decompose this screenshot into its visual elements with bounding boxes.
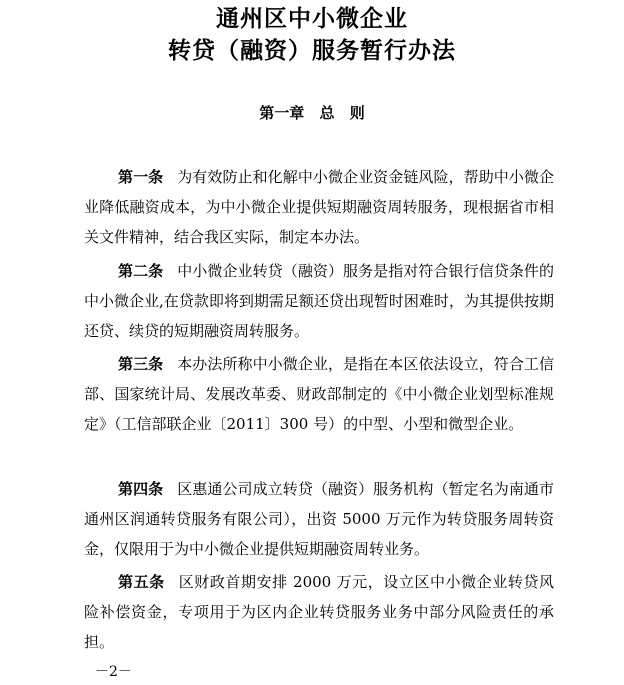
article-3 [84, 349, 554, 439]
article-4-label: 第四条 [118, 480, 164, 498]
page-number: －2－ [95, 664, 132, 680]
article-5-text: 区财政首期安排 2000 万元，设立区中小微企业转贷风险补偿资金，专项用于为区内企业转贷服务业务中部分风险责任的承担。 [84, 573, 554, 651]
document-title-line2: 转贷（融资）服务暂行办法 [168, 38, 456, 64]
article-4 [84, 474, 554, 564]
article-1 [84, 162, 554, 252]
article-5-label: 第五条 [118, 573, 165, 591]
chapter-heading: 第一章 总 则 [259, 104, 365, 122]
article-3-text: 本办法所称中小微企业，是指在本区依法设立，符合工信部、国家统计局、发展改革委、财政部制定的《中小微企业划型标准规定》（工信部联企业〔2011〕300 号）的中型、小型和微型企业。 [84, 355, 554, 433]
article-2 [84, 256, 554, 346]
article-3-label: 第三条 [118, 355, 164, 373]
article-2-label: 第二条 [118, 262, 164, 280]
article-5 [84, 567, 554, 657]
article-2-text: 中小微企业转贷（融资）服务是指对符合银行信贷条件的中小微企业,在贷款即将到期需足额还贷出现暂时困难时，为其提供按期还贷、续贷的短期融资周转服务。 [84, 262, 554, 340]
article-1-label: 第一条 [118, 168, 164, 186]
article-4-text: 区惠通公司成立转贷（融资）服务机构（暂定名为南通市通州区润通转贷服务有限公司），出资 5000 万元作为转贷服务周转资金，仅限用于为中小微企业提供短期融资周转业务。 [84, 480, 554, 558]
article-1-text: 为有效防止和化解中小微企业资金链风险，帮助中小微企业降低融资成本，为中小微企业提供短期融资周转服务，现根据省市相关文件精神，结合我区实际，制定本办法。 [84, 168, 554, 246]
document-title-line1: 通州区中小微企业 [216, 6, 408, 32]
